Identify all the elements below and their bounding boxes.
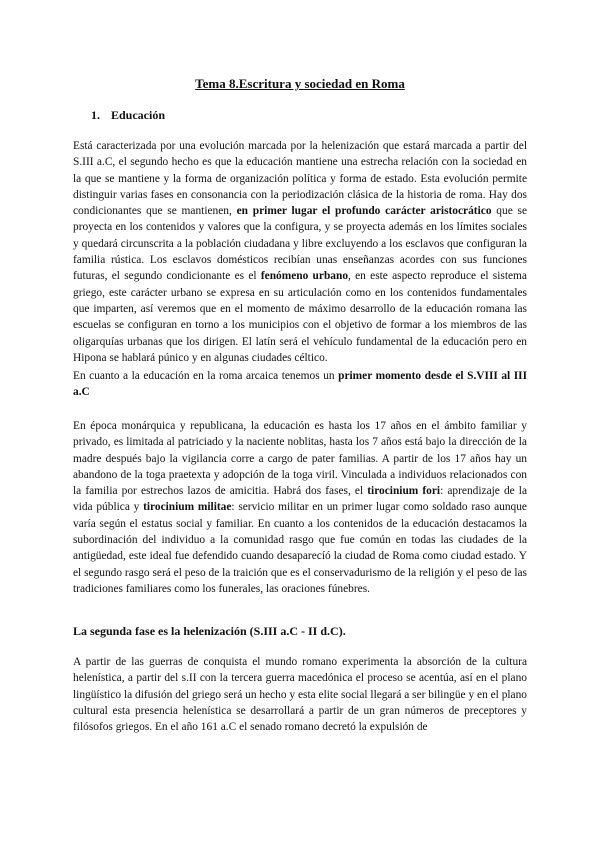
paragraph-4-text-1: A partir de las guerras de conquista el mundo romano experimenta la absorción de la cultura helenística, a partir del s.II con la tercera guerra macedónica el proceso se acentúa, así en el plano lingüístico la difusión del griego será un hecho y esta elite social llegará a ser bilingüe y en el plano cultural esta presencia helenística se desarrollará a partir de un gran números de preceptores y filósofos griegos. En el año 161 a.C el senado romano decretó la expulsión de (73, 656, 527, 734)
paragraph-3-text-3: : servicio militar en un primer lugar como soldado raso aunque varía según el estatus social y familiar. En cuanto a los contenidos de la educación destacamos la subordinación del individuo a la comunidad rasgo que fue común en todas las ciudades de la antigüedad, este ideal fue defendido cuando desaparecíó la ciudad de Roma como ciudad estado. Y el segundo rasgo será el peso de la traición que es el conservadurismo de la religión y el peso de las tradiciones familiares como los funerales, las oraciones fúnebres. (73, 501, 527, 595)
paragraph-2-bold-1: primer momento desde el S.VIII al III a.C (73, 370, 528, 399)
paragraph-2 (73, 368, 527, 401)
paragraph-4 (73, 654, 527, 735)
section-heading-educacion (91, 108, 165, 123)
paragraph-3-bold-1: tirocinium fori (367, 485, 441, 498)
paragraph-1 (73, 138, 527, 366)
section-heading-helenizacion: La segunda fase es la helenización (S.III a.C - II d.C). (73, 624, 346, 638)
document-title: Tema 8.Escritura y sociedad en Roma (195, 76, 405, 91)
paragraph-3-text-1: En época monárquica y republicana, la educación es hasta los 17 años en el ámbito familiar y privado, es limitada al patriciado y la naciente noblitas, hasta los 7 años está bajo la dirección de la madre después bajo la vigilancia corre a cargo de pater familias. A partir de los 17 años hay un abandono de la toga praetexta y adopción de la toga viril. Vinculada a individuos relacionados con la familia por estrechos lazos de amicitia. Habrá dos fases, el (73, 420, 527, 498)
paragraph-1-text-2: que se proyecta en los contenidos y valores que la configura, y se proyecta además en los límites sociales y quedará circunscrita a la población ciudadana y libre excluyendo a los esclavos que configuran la familia rústica. Los esclavos domésticos recibían unas enseñanzas acordes con sus funciones futuras, el segundo condicionante es el (73, 205, 528, 283)
paragraph-3-bold-2: tirocinium militae (143, 501, 232, 514)
paragraph-3 (73, 418, 527, 597)
paragraph-1-text-1: Está caracterizada por una evolución marcada por la helenización que estará marcada a partir del S.III a.C, el segundo hecho es que la educación mantiene una estrecha relación con la sociedad en la que se mantiene y la forma de organización política y forma de estado. Esta evolución permite distinguir varias fases en consonancia con la periodización clásica de la historia de roma. Hay dos condicionantes que se mantienen, (73, 140, 527, 218)
paragraph-1-text-3: , en este aspecto reproduce el sistema griego, este carácter urbano se expresa en su articulación como en los contenidos fundamentales que imparten, así veremos que en el momento de máximo desarrollo de la educación romana las escuelas se configuran en torno a los municipios con el objetivo de formar a los miembros de las oligarquías urbanas que los dirigen. El latín será el vehículo fundamental de la educación pero en Hipona se hablará púnico y en algunas ciudades céltico. (73, 270, 527, 364)
paragraph-3-text-2: : aprendizaje de la vida pública y (73, 485, 528, 514)
paragraph-1-bold-2: fenómeno urbano (260, 270, 349, 283)
section-label: Educación (111, 108, 166, 122)
section-number: 1. (91, 108, 100, 122)
paragraph-2-text-1: En cuanto a la educación en la roma arcaica tenemos un (73, 370, 339, 382)
paragraph-1-bold-1: en primer lugar el profundo carácter aristocrático (236, 205, 492, 218)
